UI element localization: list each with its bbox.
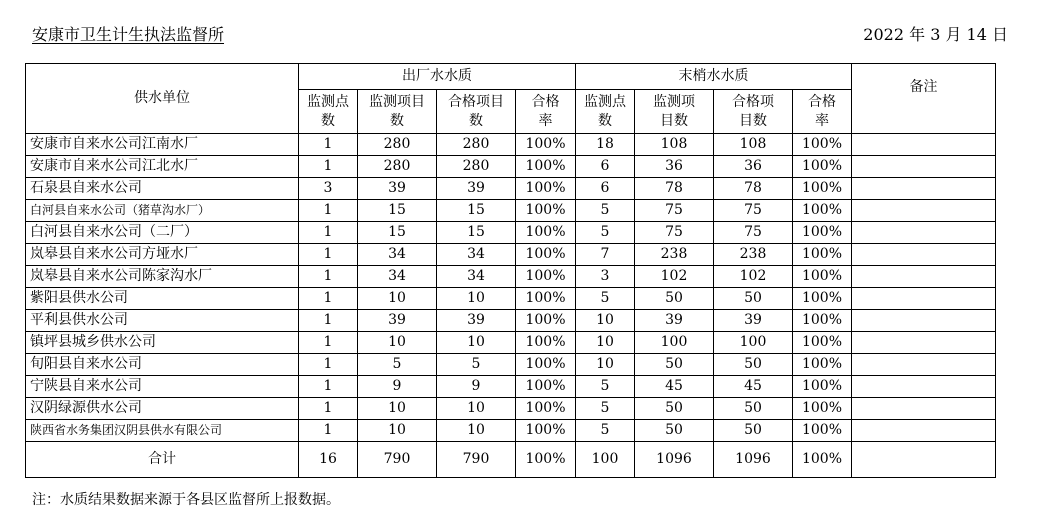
cell-terminal-items: 75 [635,200,714,222]
col-header-terminal-items: 监测项目数 [635,90,714,134]
cell-factory-points: 1 [299,376,358,398]
cell-terminal-pass-items: 50 [714,398,793,420]
cell-terminal-rate: 100% [793,200,852,222]
cell-total-terminal-points: 100 [576,442,635,478]
table-body [26,134,996,478]
cell-terminal-points: 5 [576,420,635,442]
cell-terminal-items: 78 [635,178,714,200]
cell-terminal-pass-items: 75 [714,200,793,222]
cell-terminal-rate: 100% [793,310,852,332]
cell-total-terminal-rate: 100% [793,442,852,478]
cell-terminal-items: 50 [635,398,714,420]
cell-remark [852,288,996,310]
cell-terminal-points: 5 [576,288,635,310]
cell-factory-items: 280 [358,156,437,178]
cell-total-factory-pass-items: 790 [437,442,516,478]
cell-factory-pass-items: 34 [437,244,516,266]
cell-remark [852,244,996,266]
cell-remark [852,310,996,332]
cell-factory-items: 34 [358,266,437,288]
cell-factory-rate: 100% [516,332,576,354]
cell-terminal-points: 18 [576,134,635,156]
cell-factory-pass-items: 280 [437,156,516,178]
table-row [26,156,996,178]
cell-factory-pass-items: 9 [437,376,516,398]
cell-unit: 陕西省水务集团汉阴县供水有限公司 [26,420,299,442]
cell-factory-items: 34 [358,244,437,266]
cell-factory-pass-items: 39 [437,178,516,200]
table-row [26,134,996,156]
cell-remark [852,376,996,398]
cell-terminal-items: 75 [635,222,714,244]
cell-remark [852,178,996,200]
group-header-factory-water: 出厂水水质 [299,64,576,90]
cell-terminal-points: 6 [576,156,635,178]
cell-factory-items: 39 [358,178,437,200]
cell-remark [852,398,996,420]
cell-factory-pass-items: 10 [437,398,516,420]
cell-factory-points: 1 [299,398,358,420]
cell-terminal-rate: 100% [793,288,852,310]
col-header-remark: 备注 [852,64,996,134]
cell-terminal-points: 5 [576,222,635,244]
cell-factory-points: 1 [299,288,358,310]
col-header-terminal-points: 监测点数 [576,90,635,134]
table-row [26,244,996,266]
total-label-left: 合 [148,450,162,467]
cell-unit: 石泉县自来水公司 [26,178,299,200]
cell-factory-points: 1 [299,310,358,332]
cell-terminal-items: 39 [635,310,714,332]
cell-remark [852,156,996,178]
cell-factory-rate: 100% [516,266,576,288]
cell-remark [852,222,996,244]
table-row-total [26,442,996,478]
cell-terminal-pass-items: 238 [714,244,793,266]
cell-factory-rate: 100% [516,288,576,310]
cell-terminal-pass-items: 50 [714,420,793,442]
water-quality-table [25,63,996,478]
cell-remark [852,420,996,442]
cell-terminal-points: 5 [576,200,635,222]
col-header-factory-items: 监测项目数 [358,90,437,134]
cell-terminal-rate: 100% [793,134,852,156]
cell-factory-points: 1 [299,420,358,442]
col-header-terminal-rate: 合格率 [793,90,852,134]
cell-unit: 安康市自来水公司江北水厂 [26,156,299,178]
table-head [26,64,996,134]
col-header-unit: 供水单位 [26,64,299,134]
cell-factory-pass-items: 10 [437,288,516,310]
cell-terminal-points: 6 [576,178,635,200]
cell-unit: 安康市自来水公司江南水厂 [26,134,299,156]
cell-terminal-points: 10 [576,310,635,332]
cell-remark [852,354,996,376]
cell-terminal-items: 108 [635,134,714,156]
cell-factory-pass-items: 10 [437,332,516,354]
cell-unit: 旬阳县自来水公司 [26,354,299,376]
cell-terminal-points: 10 [576,332,635,354]
table-row [26,266,996,288]
cell-factory-items: 10 [358,420,437,442]
cell-factory-items: 15 [358,200,437,222]
cell-terminal-rate: 100% [793,178,852,200]
cell-terminal-points: 7 [576,244,635,266]
cell-terminal-items: 238 [635,244,714,266]
cell-factory-pass-items: 10 [437,420,516,442]
cell-factory-items: 10 [358,288,437,310]
cell-terminal-rate: 100% [793,420,852,442]
cell-factory-rate: 100% [516,376,576,398]
table-row [26,200,996,222]
cell-terminal-items: 102 [635,266,714,288]
report-date: 2022 年 3 月 14 日 [863,25,1008,44]
cell-terminal-points: 5 [576,398,635,420]
footnote: 注：水质结果数据来源于各县区监督所上报数据。 [32,492,340,508]
table-row [26,178,996,200]
cell-terminal-pass-items: 50 [714,354,793,376]
cell-terminal-items: 50 [635,354,714,376]
cell-unit: 白河县自来水公司（猪草沟水厂） [26,200,299,222]
cell-total-label [26,442,299,478]
cell-factory-points: 1 [299,222,358,244]
cell-terminal-points: 3 [576,266,635,288]
cell-total-remark [852,442,996,478]
cell-terminal-rate: 100% [793,266,852,288]
cell-remark [852,134,996,156]
cell-terminal-rate: 100% [793,244,852,266]
cell-factory-pass-items: 15 [437,222,516,244]
org-title: 安康市卫生计生执法监督所 [32,25,225,44]
cell-factory-items: 5 [358,354,437,376]
cell-total-factory-rate: 100% [516,442,576,478]
cell-terminal-pass-items: 50 [714,288,793,310]
table-row [26,398,996,420]
cell-terminal-pass-items: 75 [714,222,793,244]
cell-factory-rate: 100% [516,310,576,332]
group-header-terminal-water: 末梢水水质 [576,64,852,90]
cell-factory-items: 9 [358,376,437,398]
cell-unit: 宁陕县自来水公司 [26,376,299,398]
cell-factory-rate: 100% [516,200,576,222]
table-row [26,376,996,398]
cell-terminal-points: 5 [576,376,635,398]
cell-terminal-rate: 100% [793,222,852,244]
cell-factory-rate: 100% [516,178,576,200]
cell-terminal-pass-items: 108 [714,134,793,156]
col-header-factory-rate: 合格率 [516,90,576,134]
cell-terminal-points: 10 [576,354,635,376]
header-row-groups [26,64,996,90]
col-header-terminal-pass-items: 合格项目数 [714,90,793,134]
cell-factory-rate: 100% [516,398,576,420]
cell-terminal-pass-items: 39 [714,310,793,332]
total-label-right: 计 [162,450,176,467]
cell-unit: 岚皋县自来水公司方垭水厂 [26,244,299,266]
cell-terminal-pass-items: 36 [714,156,793,178]
cell-terminal-rate: 100% [793,354,852,376]
cell-factory-points: 1 [299,354,358,376]
cell-terminal-rate: 100% [793,156,852,178]
cell-terminal-pass-items: 102 [714,266,793,288]
cell-total-terminal-items: 1096 [635,442,714,478]
cell-factory-rate: 100% [516,134,576,156]
cell-terminal-items: 45 [635,376,714,398]
table-row [26,288,996,310]
cell-factory-points: 3 [299,178,358,200]
cell-total-factory-points: 16 [299,442,358,478]
cell-unit: 紫阳县供水公司 [26,288,299,310]
cell-factory-pass-items: 280 [437,134,516,156]
cell-terminal-items: 50 [635,420,714,442]
cell-factory-rate: 100% [516,222,576,244]
cell-terminal-items: 50 [635,288,714,310]
cell-factory-pass-items: 39 [437,310,516,332]
cell-factory-points: 1 [299,266,358,288]
cell-factory-rate: 100% [516,156,576,178]
cell-factory-pass-items: 15 [437,200,516,222]
cell-unit: 汉阴绿源供水公司 [26,398,299,420]
cell-factory-rate: 100% [516,244,576,266]
cell-remark [852,266,996,288]
cell-terminal-pass-items: 45 [714,376,793,398]
cell-factory-items: 39 [358,310,437,332]
cell-factory-pass-items: 5 [437,354,516,376]
table-row [26,354,996,376]
cell-factory-items: 10 [358,398,437,420]
cell-factory-points: 1 [299,244,358,266]
cell-factory-items: 280 [358,134,437,156]
table-row [26,420,996,442]
cell-terminal-rate: 100% [793,376,852,398]
cell-terminal-pass-items: 100 [714,332,793,354]
table-row [26,222,996,244]
cell-remark [852,200,996,222]
cell-terminal-pass-items: 78 [714,178,793,200]
cell-unit: 镇坪县城乡供水公司 [26,332,299,354]
cell-unit: 平利县供水公司 [26,310,299,332]
cell-factory-rate: 100% [516,354,576,376]
cell-total-factory-items: 790 [358,442,437,478]
cell-factory-pass-items: 34 [437,266,516,288]
cell-total-terminal-pass-items: 1096 [714,442,793,478]
cell-factory-points: 1 [299,200,358,222]
cell-factory-items: 15 [358,222,437,244]
cell-unit: 白河县自来水公司（二厂） [26,222,299,244]
cell-factory-points: 1 [299,134,358,156]
cell-factory-items: 10 [358,332,437,354]
cell-factory-points: 1 [299,156,358,178]
cell-terminal-rate: 100% [793,398,852,420]
cell-terminal-rate: 100% [793,332,852,354]
col-header-factory-points: 监测点数 [299,90,358,134]
table-row [26,332,996,354]
cell-unit: 岚皋县自来水公司陈家沟水厂 [26,266,299,288]
cell-terminal-items: 100 [635,332,714,354]
col-header-factory-pass-items: 合格项目数 [437,90,516,134]
cell-terminal-items: 36 [635,156,714,178]
cell-factory-rate: 100% [516,420,576,442]
table-row [26,310,996,332]
cell-factory-points: 1 [299,332,358,354]
cell-remark [852,332,996,354]
